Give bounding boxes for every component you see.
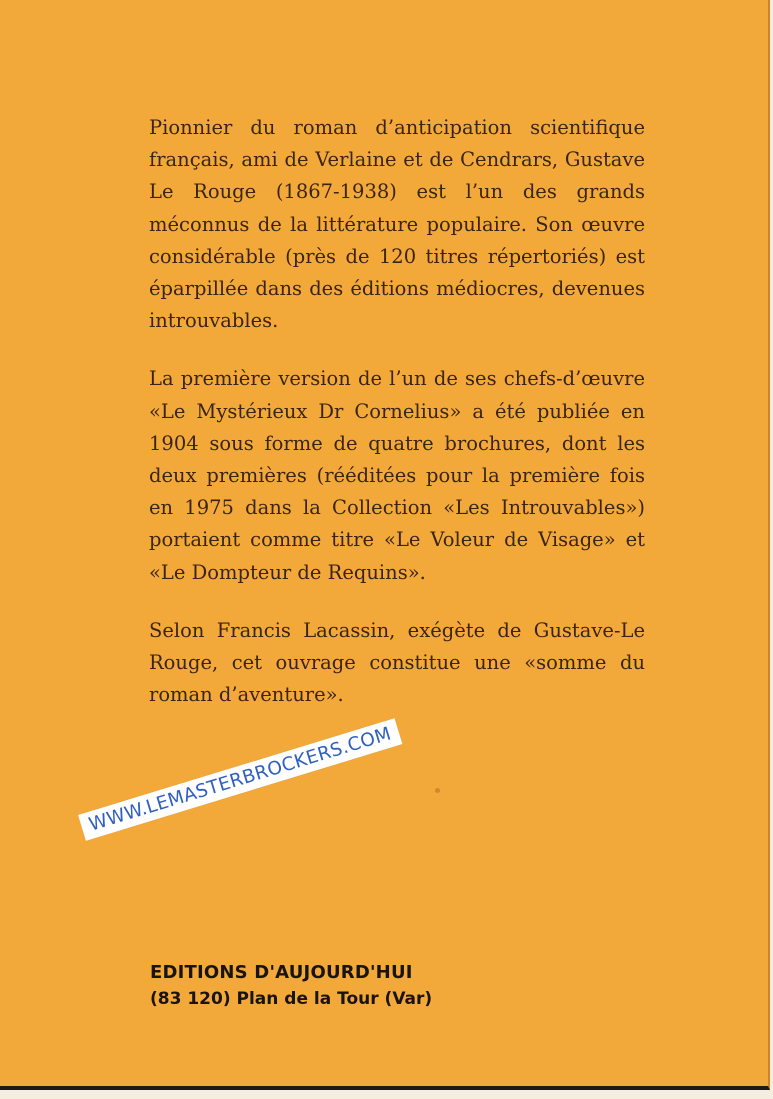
- blurb-text: [149, 112, 645, 737]
- watermark-label: WWW.LEMASTERBROCKERS.COM: [78, 718, 402, 841]
- paper-speck: [435, 788, 440, 793]
- blurb-paragraph-3: Selon Francis Lacassin, exégète de Gustave-Le Rouge, cet ouvrage constitue une «somme du roman d’aventure».: [149, 618, 645, 707]
- publisher-address: (83 120) Plan de la Tour (Var): [150, 989, 433, 1009]
- publisher-block: [150, 960, 432, 1012]
- publisher-name: EDITIONS D'AUJOURD'HUI: [150, 962, 413, 983]
- blurb-paragraph-1: Pionnier du roman d’anticipation scientifique français, ami de Verlaine et de Cendrars, Gustave Le Rouge (1867-1938) est l’un des grands méconnus de la littérature populaire. Son œuvre considérable (près de 120 titres répertoriés) est éparpillée dans des éditions médiocres, devenues introuvables.: [149, 116, 645, 333]
- blurb-paragraph-2: La première version de l’un de ses chefs-d’œuvre «Le Mystérieux Dr Cornelius» a été publiée en 1904 sous forme de quatre brochures, dont les deux premières (rééditées pour la première fois en 1975 dans la Collection «Les Introuvables») portaient comme titre «Le Voleur de Visage» et «Le Dompteur de Requins».: [149, 367, 645, 584]
